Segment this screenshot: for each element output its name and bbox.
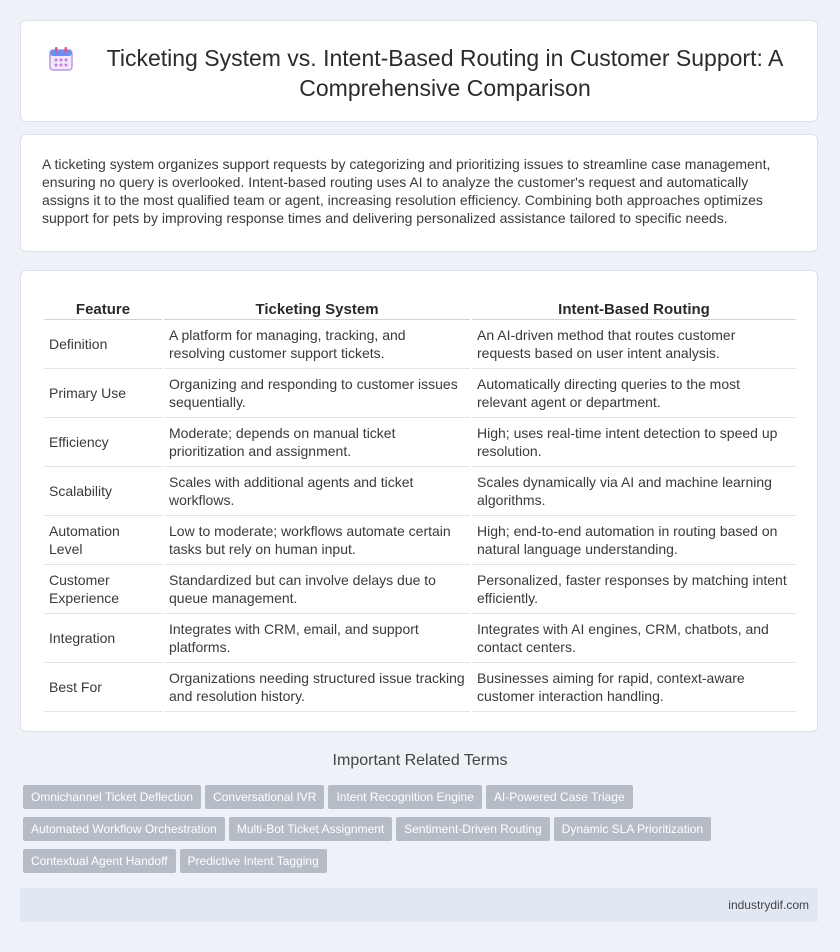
routing-cell: High; end-to-end automation in routing based on natural language understanding. xyxy=(472,516,796,565)
feature-cell: Integration xyxy=(44,614,162,663)
related-term-tag[interactable]: Multi-Bot Ticket Assignment xyxy=(229,817,392,841)
feature-cell: Best For xyxy=(44,663,162,712)
header-feature: Feature xyxy=(44,297,162,320)
ticketing-cell: Integrates with CRM, email, and support platforms. xyxy=(164,614,470,663)
related-term-tag[interactable]: Omnichannel Ticket Deflection xyxy=(23,785,201,809)
related-term-tag[interactable]: Contextual Agent Handoff xyxy=(23,849,176,873)
table-row xyxy=(44,565,796,614)
comparison-card xyxy=(20,270,818,732)
comparison-table xyxy=(42,297,798,712)
routing-cell: Automatically directing queries to the most relevant agent or department. xyxy=(472,369,796,418)
routing-cell: Scales dynamically via AI and machine learning algorithms. xyxy=(472,467,796,516)
intro-paragraph: A ticketing system organizes support requests by categorizing and prioritizing issues to streamline case management, ensuring no query is overlooked. Intent-based routing uses AI to analyze the customer's request and automatically assigns it to the most qualified team or agent, increasing resolution efficiency. Combining both approaches optimizes support for pets by improving response times and delivering personalized assistance tailored to specific needs. xyxy=(42,156,771,226)
table-row xyxy=(44,467,796,516)
footer-site-link[interactable]: industrydif.com xyxy=(728,898,809,912)
table-row xyxy=(44,320,796,369)
routing-cell: Integrates with AI engines, CRM, chatbots, and contact centers. xyxy=(472,614,796,663)
feature-cell: Definition xyxy=(44,320,162,369)
related-term-tag[interactable]: Sentiment-Driven Routing xyxy=(396,817,549,841)
feature-cell: Scalability xyxy=(44,467,162,516)
related-term-tag[interactable]: AI-Powered Case Triage xyxy=(486,785,633,809)
ticketing-cell: Organizing and responding to customer issues sequentially. xyxy=(164,369,470,418)
ticketing-cell: Moderate; depends on manual ticket prioritization and assignment. xyxy=(164,418,470,467)
feature-cell: Efficiency xyxy=(44,418,162,467)
related-term-tag[interactable]: Conversational IVR xyxy=(205,785,324,809)
ticketing-cell: Low to moderate; workflows automate certain tasks but rely on human input. xyxy=(164,516,470,565)
ticketing-cell: Scales with additional agents and ticket workflows. xyxy=(164,467,470,516)
related-term-tag[interactable]: Intent Recognition Engine xyxy=(328,785,481,809)
routing-cell: An AI-driven method that routes customer requests based on user intent analysis. xyxy=(472,320,796,369)
ticketing-cell: Organizations needing structured issue tracking and resolution history. xyxy=(164,663,470,712)
header-card xyxy=(20,20,818,122)
footer xyxy=(20,888,818,922)
table-row xyxy=(44,663,796,712)
related-terms-title: Important Related Terms xyxy=(332,752,508,769)
related-term-tag[interactable]: Predictive Intent Tagging xyxy=(180,849,327,873)
ticketing-cell: A platform for managing, tracking, and resolving customer support tickets. xyxy=(164,320,470,369)
header-ticketing-system: Ticketing System xyxy=(164,297,470,320)
intro-card xyxy=(20,134,818,252)
page-title: Ticketing System vs. Intent-Based Routing in Customer Support: A Comprehensive Comparison xyxy=(106,45,784,101)
table-header-row xyxy=(44,297,796,320)
routing-cell: High; uses real-time intent detection to speed up resolution. xyxy=(472,418,796,467)
ticketing-cell: Standardized but can involve delays due to queue management. xyxy=(164,565,470,614)
routing-cell: Personalized, faster responses by matching intent efficiently. xyxy=(472,565,796,614)
table-row xyxy=(44,369,796,418)
related-terms-list xyxy=(23,785,803,881)
related-term-tag[interactable]: Dynamic SLA Prioritization xyxy=(554,817,711,841)
table-row xyxy=(44,516,796,565)
related-term-tag[interactable]: Automated Workflow Orchestration xyxy=(23,817,225,841)
feature-cell: Customer Experience xyxy=(44,565,162,614)
routing-cell: Businesses aiming for rapid, context-aware customer interaction handling. xyxy=(472,663,796,712)
feature-cell: Automation Level xyxy=(44,516,162,565)
table-row xyxy=(44,614,796,663)
header-intent-based-routing: Intent-Based Routing xyxy=(472,297,796,320)
feature-cell: Primary Use xyxy=(44,369,162,418)
table-row xyxy=(44,418,796,467)
